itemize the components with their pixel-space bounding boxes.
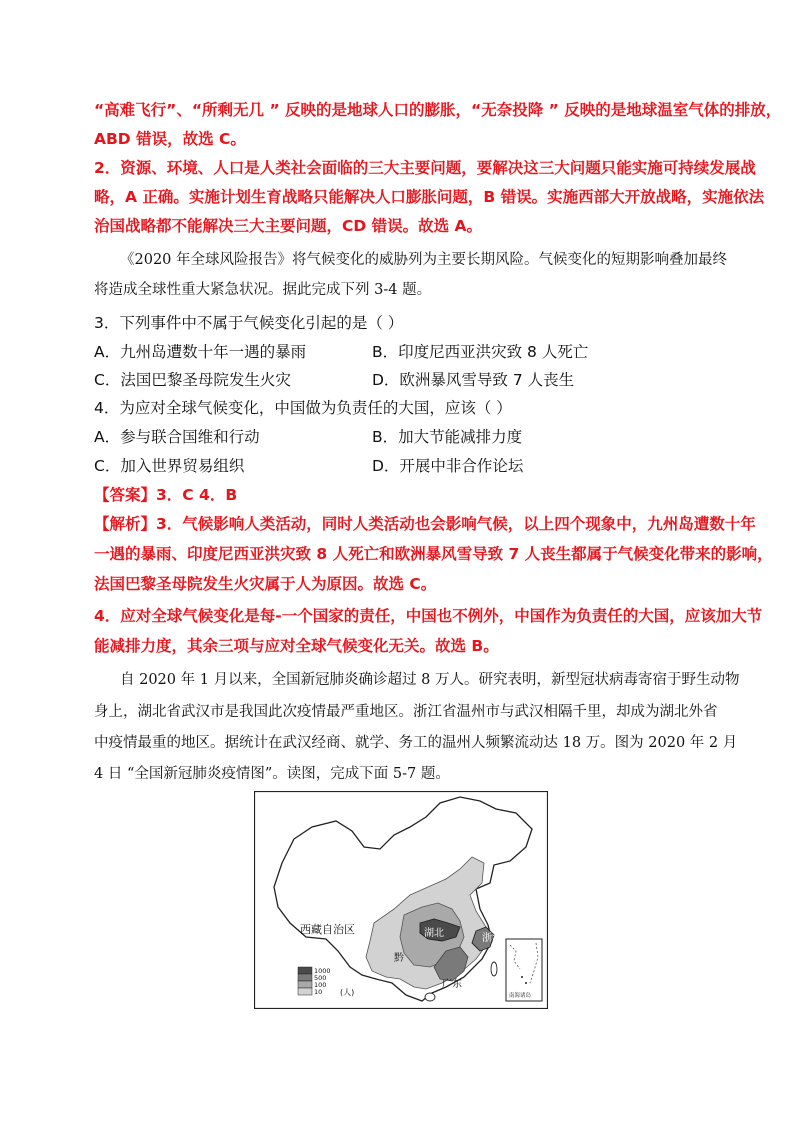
label-tibet: 西藏自治区 (300, 923, 355, 936)
legend-swatch (298, 967, 312, 974)
taiwan-island (491, 962, 497, 976)
label-guangdong: 广东 (442, 979, 462, 990)
legend-swatch (298, 974, 312, 981)
option-3c: C．法国巴黎圣母院发生火灾 (94, 371, 291, 389)
text-line: “高难飞行”、“所剩无几 ” 反映的是地球人口的膨胀，“无奈投降 ” 反映的是地球温室气体的排放， (94, 101, 782, 119)
text-line: 将造成全球性重大紧急状况。据此完成下列 3-4 题。 (94, 282, 432, 298)
epidemic-map (254, 791, 548, 1009)
label-hubei: 湖北 (424, 928, 444, 939)
option-4c: C．加入世界贸易组织 (94, 457, 245, 475)
option-3b: B．印度尼西亚洪灾致 8 人死亡 (372, 343, 589, 361)
text-line: 《2020 年全球风险报告》将气候变化的威胁列为主要长期风险。气候变化的短期影响叠加最终 (120, 252, 728, 268)
legend-value: 100 (314, 981, 327, 989)
south-china-sea-inset (506, 939, 542, 1001)
text-line: 2．资源、环境、人口是人类社会面临的三大主要问题，要解决这三大问题只能实施可持续发展战 (94, 159, 756, 177)
option-4b: B．加大节能减排力度 (372, 428, 523, 446)
passage-line: 自 2020 年 1 月以来，全国新冠肺炎确诊超过 8 万人。研究表明，新型冠状病毒寄宿于野生动物 (120, 672, 740, 688)
legend-unit: (人) (340, 988, 355, 997)
text-line: 略，A 正确。实施计划生育战略只能解决人口膨胀问题，B 错误。实施西部大开放战略，实施依法 (94, 188, 765, 206)
explanation-line: 一遇的暴雨、印度尼西亚洪灾致 8 人死亡和欧洲暴风雪导致 7 人丧生都属于气候变化带来的影响， (94, 545, 773, 563)
text-line: 治国战略都不能解决三大主要问题，CD 错误。故选 A。 (94, 217, 483, 235)
option-4a: A．参与联合国维和行动 (94, 428, 260, 446)
option-4d: D．开展中非合作论坛 (372, 457, 524, 475)
legend-swatch (298, 988, 312, 995)
text-line: ABD 错误，故选 C。 (94, 130, 246, 148)
question-4: 4．为应对全球气候变化，中国做为负责任的大国，应该（ ） (94, 399, 512, 417)
island-dot (521, 976, 523, 978)
answer-line: 【答案】3．C 4．B (94, 486, 238, 504)
explanation-line: 能减排力度，其余三项与应对全球气候变化无关。故选 B。 (94, 637, 499, 655)
legend-value: 500 (314, 974, 327, 982)
passage-line: 中疫情最重的地区。据统计在武汉经商、就学、务工的温州人频繁流动达 18 万。图为 2020 年 2 月 (94, 735, 738, 751)
passage-line: 身上，湖北省武汉市是我国此次疫情最严重地区。浙江省温州市与武汉相隔千里，却成为湖北外省 (94, 704, 718, 720)
question-3: 3．下列事件中不属于气候变化引起的是（ ） (94, 314, 404, 332)
island-dot (525, 982, 527, 984)
hainan-island (425, 993, 435, 1001)
explanation-line: 4．应对全球气候变化是每-一个国家的责任，中国也不例外，中国作为负责任的大国，应该加大节 (94, 607, 763, 625)
label-guizhou: 黔 (394, 953, 404, 964)
legend-value: 1000 (314, 967, 331, 975)
passage-line: 4 日 “全国新冠肺炎疫情图”。读图，完成下面 5-7 题。 (94, 766, 450, 782)
explanation-line: 法国巴黎圣母院发生火灾属于人为原因。故选 C。 (94, 575, 437, 593)
label-zhejiang: 浙江 (482, 933, 502, 944)
explanation-line: 【解析】3．气候影响人类活动，同时人类活动也会影响气候，以上四个现象中，九州岛遭数十年 (94, 515, 756, 533)
option-3d: D．欧洲暴风雪导致 7 人丧生 (372, 371, 575, 389)
inset-label: 南海诸岛 (509, 993, 532, 999)
legend-value: 10 (314, 988, 323, 996)
legend-swatch (298, 981, 312, 988)
option-3a: A．九州岛遭数十年一遇的暴雨 (94, 343, 307, 361)
